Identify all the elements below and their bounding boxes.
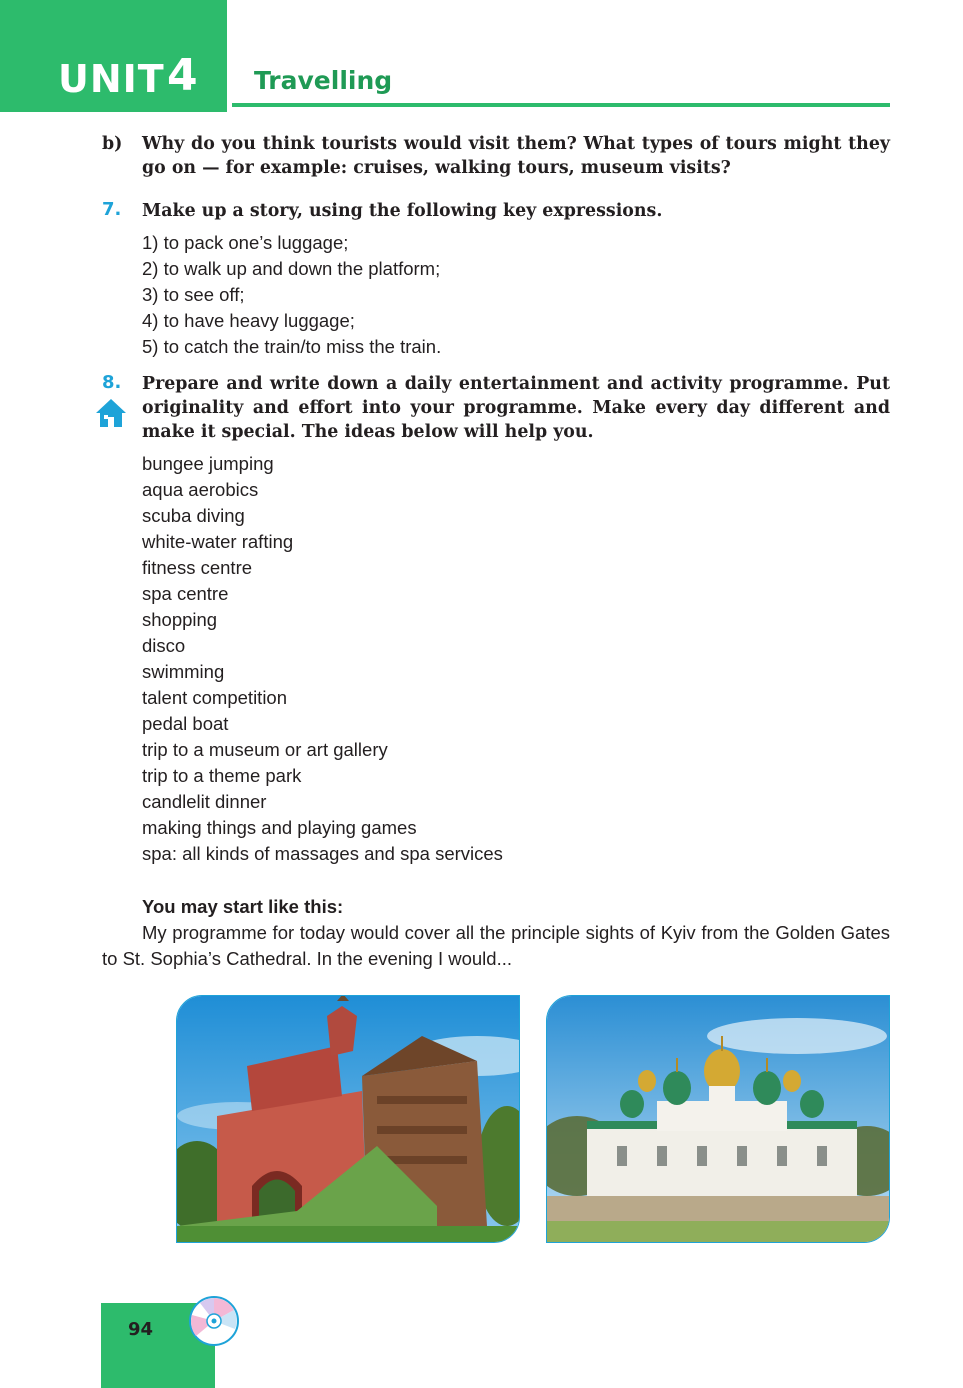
list-item: white-water rafting [142, 531, 294, 552]
header-rule [232, 103, 890, 107]
list-item: talent competition [142, 687, 288, 708]
list-item: 2) to walk up and down the platform; [142, 258, 441, 279]
list-item: making things and playing games [142, 817, 417, 838]
home-icon [94, 397, 128, 429]
unit-number: 4 [167, 50, 198, 101]
list-item: candlelit dinner [142, 791, 267, 812]
task-8-instruction: Prepare and write down a daily entertainment and activity programme. Put originality and effort into your programme. Make every day different and make it special. The ideas below will help you. [142, 374, 890, 442]
list-item: shopping [142, 609, 218, 630]
task-7-instruction: Make up a story, using the following key expressions. [142, 201, 663, 221]
cd-icon [188, 1295, 240, 1347]
list-item: fitness centre [142, 557, 253, 578]
golden-gates-photo [176, 995, 520, 1243]
list-item: 4) to have heavy luggage; [142, 310, 355, 331]
list-item: pedal boat [142, 713, 229, 734]
start-paragraph: My programme for today would cover all the principle sights of Kyiv from the Golden Gates to St. Sophia’s Cathedral. In the evening I would... [102, 922, 890, 969]
start-label: You may start like this: [142, 896, 344, 917]
task-b-marker: b) [102, 134, 123, 154]
list-item: trip to a theme park [142, 765, 302, 786]
task-7-number: 7. [102, 199, 122, 220]
unit-title: Travelling [254, 66, 393, 95]
list-item: scuba diving [142, 505, 245, 526]
task-8-ideas-list [142, 451, 503, 867]
list-item: 1) to pack one’s luggage; [142, 232, 349, 253]
page-number: 94 [128, 1319, 154, 1340]
task-8-number: 8. [102, 372, 122, 393]
list-item: aqua aerobics [142, 479, 259, 500]
unit-word: UNIT [58, 57, 165, 101]
list-item: 3) to see off; [142, 284, 245, 305]
unit-tab [0, 0, 227, 112]
st-sophia-cathedral-photo [546, 995, 890, 1243]
list-item: trip to a museum or art gallery [142, 739, 388, 760]
list-item: spa centre [142, 583, 229, 604]
list-item: bungee jumping [142, 453, 274, 474]
list-item: swimming [142, 661, 225, 682]
list-item: disco [142, 635, 186, 656]
list-item: spa: all kinds of massages and spa services [142, 843, 503, 864]
list-item: 5) to catch the train/to miss the train. [142, 336, 442, 357]
task-b-text: Why do you think tourists would visit them? What types of tours might they go on — for example: cruises, walking tours, museum visits? [142, 134, 890, 178]
task-7-list [142, 230, 441, 360]
